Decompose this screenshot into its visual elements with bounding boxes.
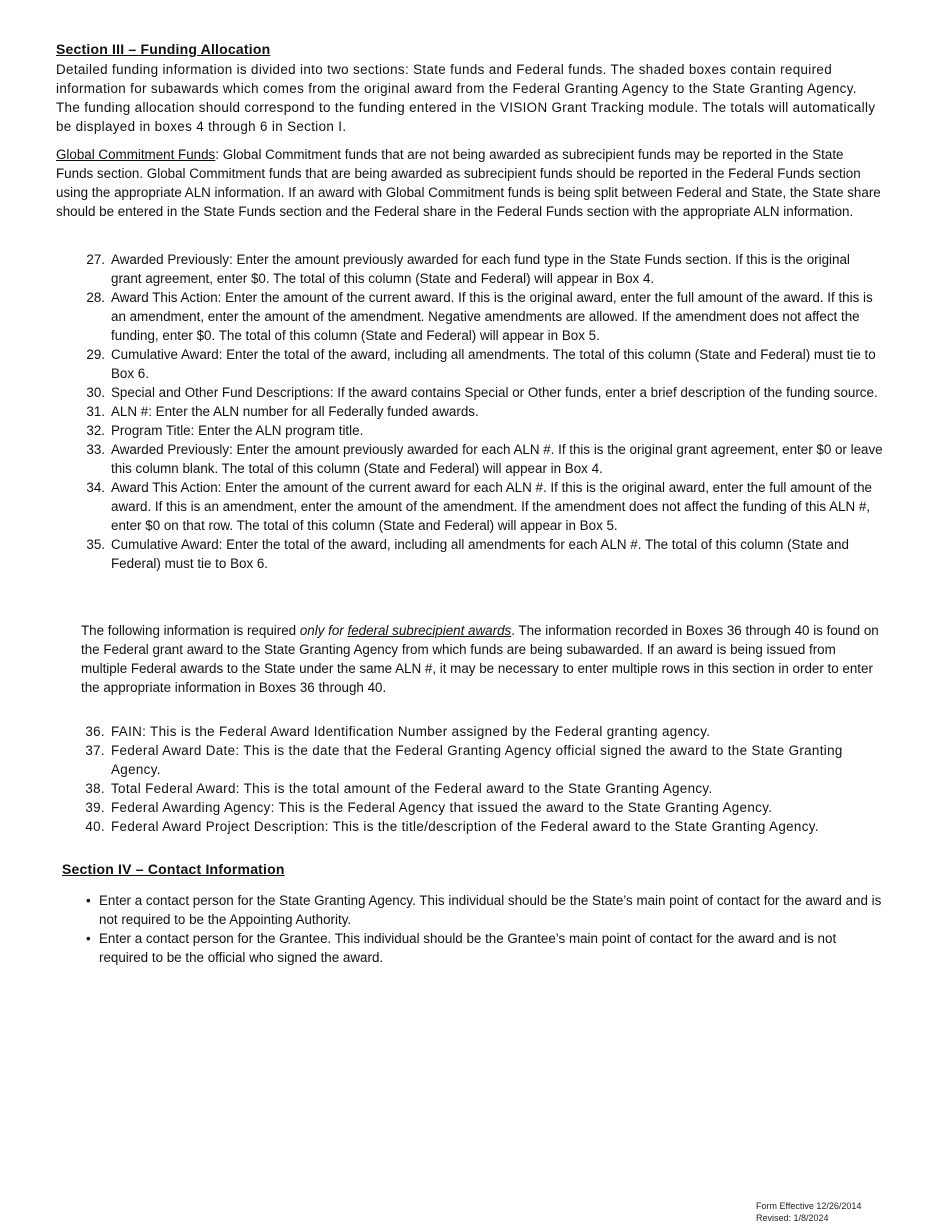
funding-instruction-item-number: 35.: [86, 537, 105, 552]
federal-award-item-number: 39.: [85, 800, 105, 815]
global-commitment-paragraph: [56, 145, 882, 221]
form-effective-date: Form Effective 12/26/2014: [756, 1201, 862, 1211]
contact-instruction-item: [86, 891, 883, 929]
funding-instruction-item-number: 28.: [86, 290, 105, 305]
funding-instruction-item-text: Cumulative Award: Enter the total of the award, including all amendments. The total of this column (State and Federal) must tie to Box 6.: [111, 347, 876, 381]
federal-award-item-number: 37.: [85, 743, 105, 758]
federal-award-item-number: 38.: [85, 781, 105, 796]
funding-instruction-item-text: Awarded Previously: Enter the amount previously awarded for each fund type in the State Funds section. If this is the original grant agreement, enter $0. The total of this column (State and Federal) will appear in Box 4.: [111, 252, 850, 286]
funding-instructions-list: [81, 250, 883, 573]
funding-instruction-item-text: Award This Action: Enter the amount of the current award. If this is the original award, enter the full amount of the award. If this is an amendment, enter the amount of the amendment. Negative amendments are allowed. If the amendment does not affect the funding, enter $0. The total of this column (State and Federal) will appear in Box 5.: [111, 290, 873, 343]
funding-instruction-item-number: 30.: [86, 385, 105, 400]
contact-instructions-list: [86, 891, 883, 967]
section-iv-title: Section IV – Contact Information: [62, 861, 285, 877]
federal-award-item: [81, 779, 883, 798]
federal-award-item: [81, 741, 883, 779]
funding-instruction-item: [81, 383, 883, 402]
funding-instruction-item-number: 27.: [86, 252, 105, 267]
funding-instruction-item-text: Awarded Previously: Enter the amount previously awarded for each ALN #. If this is the original grant agreement, enter $0 or leave this column blank. The total of this column (State and Federal) will appear in Box 4.: [111, 442, 883, 476]
funding-instruction-item-number: 33.: [86, 442, 105, 457]
note-text-post: . The information recorded in Boxes 36 through 40 is found on the Federal grant award to the State Granting Agency from which funds are being subawarded. If an award is being issued from multiple Federal awards to the State under the same ALN #, it may be necessary to enter multiple rows in this section in order to enter the appropriate information in Boxes 36 through 40.: [81, 623, 879, 695]
federal-award-item-number: 36.: [85, 724, 105, 739]
bullet-icon: •: [86, 931, 91, 946]
contact-instruction-text: Enter a contact person for the Grantee. This individual should be the Grantee’s main point of contact for the award and is not required to be the official who signed the award.: [99, 931, 837, 965]
contact-instruction-text: Enter a contact person for the State Granting Agency. This individual should be the State’s main point of contact for the award and is not required to be the Appointing Authority.: [99, 893, 882, 927]
funding-instruction-item-text: Cumulative Award: Enter the total of the award, including all amendments for each ALN #. The total of this column (State and Federal) must tie to Box 6.: [111, 537, 849, 571]
funding-instruction-item: [81, 421, 883, 440]
federal-subrecipient-note: [81, 621, 883, 697]
funding-instruction-item-text: ALN #: Enter the ALN number for all Federally funded awards.: [111, 404, 479, 419]
note-text-federal-subrecipient: federal subrecipient awards: [347, 623, 512, 638]
funding-instruction-item: [81, 478, 883, 535]
funding-instruction-item-number: 31.: [86, 404, 105, 419]
funding-instruction-item: [81, 288, 883, 345]
funding-instruction-item-number: 34.: [86, 480, 105, 495]
federal-award-item-text: Federal Award Project Description: This is the title/description of the Federal award to the State Granting Agency.: [111, 819, 819, 834]
funding-instruction-item-text: Award This Action: Enter the amount of the current award for each ALN #. If this is the original award, enter the full amount of the award. If this is an amendment, enter the amount of the amendment. If the amendment does not affect the funding of this ALN #, enter $0 on that row. The total of this column (State and Federal) will appear in Box 5.: [111, 480, 872, 533]
note-text-pre: The following information is required: [81, 623, 300, 638]
form-revised-date: Revised: 1/8/2024: [756, 1213, 829, 1223]
section-iii-intro: Detailed funding information is divided into two sections: State funds and Federal funds. The shaded boxes contain required information for subawards which comes from the original award from the Federal Granting Agency to the State Granting Agency. The funding allocation should correspond to the funding entered in the VISION Grant Tracking module. The totals will automatically be displayed in boxes 4 through 6 in Section I.: [56, 62, 876, 134]
global-commitment-text: : Global Commitment funds that are not being awarded as subrecipient funds may be reported in the State Funds section. Global Commitment funds that are being awarded as subrecipient funds should be reported in the Federal Funds section using the appropriate ALN information. If an award with Global Commitment funds is being split between Federal and State, the State share should be entered in the State Funds section and the Federal share in the Federal Funds section with the appropriate ALN information.: [56, 147, 881, 219]
federal-award-item: [81, 722, 883, 741]
federal-award-item-text: Federal Awarding Agency: This is the Federal Agency that issued the award to the State Granting Agency.: [111, 800, 773, 815]
funding-instruction-item-number: 32.: [86, 423, 105, 438]
funding-instruction-item: [81, 345, 883, 383]
bullet-icon: •: [86, 893, 91, 908]
note-text-only: only for: [299, 623, 348, 638]
form-footer: [756, 1200, 861, 1224]
federal-award-item-text: FAIN: This is the Federal Award Identification Number assigned by the Federal granting agency.: [111, 724, 711, 739]
funding-instruction-item: [81, 250, 883, 288]
contact-instruction-item: [86, 929, 883, 967]
funding-instruction-item: [81, 535, 883, 573]
federal-award-item: [81, 798, 883, 817]
federal-award-item: [81, 817, 883, 836]
federal-award-list: [81, 722, 883, 836]
federal-award-item-number: 40.: [85, 819, 105, 834]
global-commitment-label: Global Commitment Funds: [56, 147, 216, 162]
federal-award-item-text: Federal Award Date: This is the date that the Federal Granting Agency official signed the award to the State Granting Agency.: [111, 743, 843, 777]
federal-award-item-text: Total Federal Award: This is the total amount of the Federal award to the State Granting Agency.: [111, 781, 713, 796]
funding-instruction-item-text: Special and Other Fund Descriptions: If the award contains Special or Other funds, enter a brief description of the funding source.: [111, 385, 878, 400]
funding-instruction-item-text: Program Title: Enter the ALN program title.: [111, 423, 364, 438]
section-iii-title: Section III – Funding Allocation: [56, 41, 271, 57]
funding-instruction-item: [81, 402, 883, 421]
funding-instruction-item-number: 29.: [86, 347, 105, 362]
funding-instruction-item: [81, 440, 883, 478]
